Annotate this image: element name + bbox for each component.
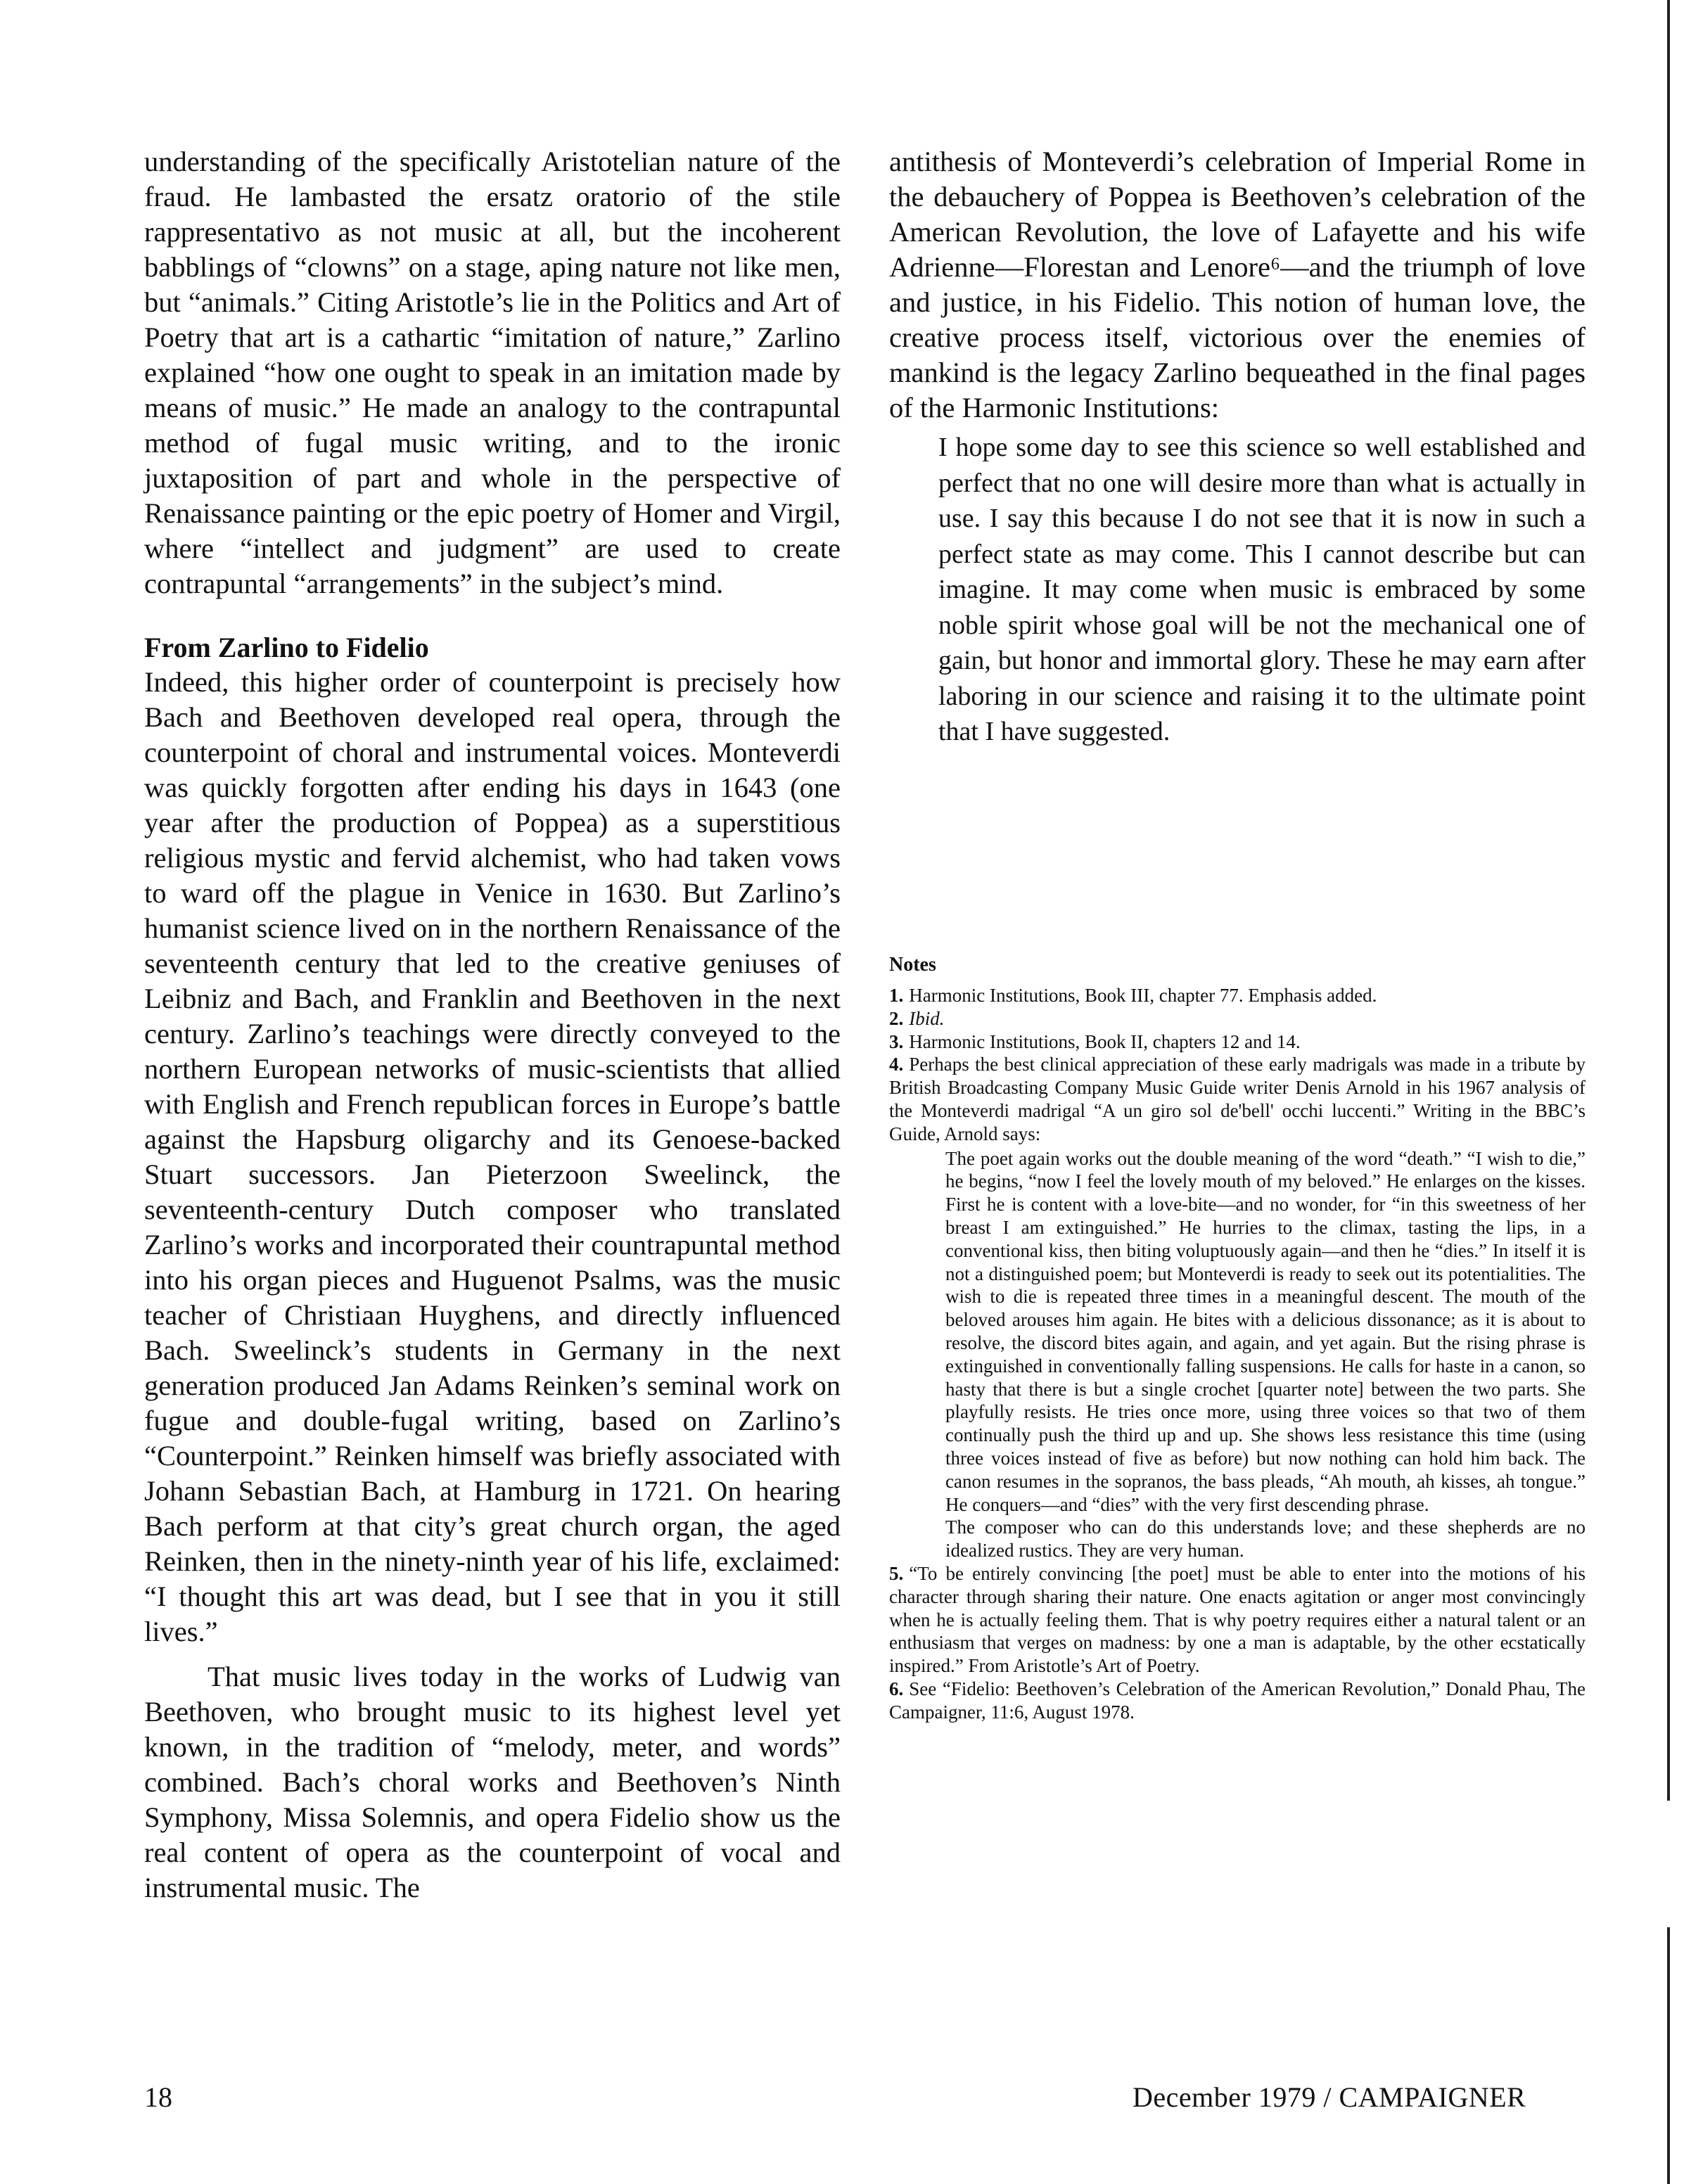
note-5-text: “To be entirely convincing [the poet] must be able to enter into the motions of his character through sharing their nature. One enacts agitation or anger most convincingly when he is actually feeling them. That is why poetry requires either a natural talent or an enthusiasm that verges on madness: by one a man is adaptable, by the other ecstatically inspired.” From Aristotle’s Art of Poetry. <box>889 1562 1586 1677</box>
right-column <box>889 144 1586 750</box>
left-paragraph-2: Indeed, this higher order of counterpoint is precisely how Bach and Beethoven developed real opera, through the counterpoint of choral and instrumental voices. Monteverdi was quickly forgotten after ending his days in 1643 (one year after the production of Poppea) as a superstitious religious mystic and fervid alchemist, who had taken vows to ward off the plague in Venice in 1630. But Zarlino’s humanist science lived on in the northern Renaissance of the seventeenth century that led to the creative geniuses of Leibniz and Bach, and Franklin and Beethoven in the next century. Zarlino’s teachings were directly conveyed to the northern European networks of music-scientists that allied with English and French republican forces in Europe’s battle against the Hapsburg oligarchy and its Genoese-backed Stuart successors. Jan Pieterzoon Sweelinck, the seventeenth-century Dutch composer who translated Zarlino’s works and incorporated their countrapuntal method into his organ pieces and Huguenot Psalms, was the music teacher of Christiaan Huyghens, and directly influenced Bach. Sweelinck’s students in Germany in the next generation produced Jan Adams Reinken’s seminal work on fugue and double-fugal writing, based on Zarlino’s “Counterpoint.” Reinken himself was briefly associated with Johann Sebastian Bach, at Hamburg in 1721. On hearing Bach perform at that city’s great church organ, the aged Reinken, then in the ninety-ninth year of his life, exclaimed: “I thought this art was dead, but I see that in you it still lives.” <box>144 666 841 1647</box>
note-4-quote-paragraph-1: The poet again works out the double meaning of the word “death.” “I wish to die,” he begins, “now I feel the lovely mouth of my beloved.” He enlarges on the kisses. First he is content with a love-bite—and no wonder, for “in this sweetness of her breast I am extinguished.” He hurries to the climax, tasting the lips, in a conventional kiss, then biting voluptuously again—and then he “dies.” In itself it is not a distinguished poem; but Monteverdi is ready to seek out its potentialities. The wish to die is repeated three times in a meaningful descent. The mouth of the beloved arouses him again. He bites with a delicious dissonance; as it is about to resolve, the discord bites again, and again, and yet again. But the rising phrase is extinguished in conventionally falling suspensions. He calls for haste in a canon, so hasty that there is but a single crochet [quarter note] between the two parts. She playfully resists. He tries once more, using three voices so that two of them continually push the third up and up. She shows less resistance this time (using three voices instead of five as before) but now nothing can hold him back. The canon resumes in the sopranos, the bass pleads, “Ah mouth, ah kisses, ah tongue.” He conquers—and “dies” with the very first descending phrase. <box>945 1147 1586 1515</box>
left-paragraph-1: understanding of the specifically Aristotelian nature of the fraud. He lambasted the ersatz oratorio of the stile rappresentativo as not music at all, but the incoherent babblings of “clowns” on a stage, aping nature not like men, but “animals.” Citing Aristotle’s lie in the Politics and Art of Poetry that art is a cathartic “imitation of nature,” Zarlino explained “how one ought to speak in an imitation made by means of music.” He made an analogy to the contrapuntal method of fugal music writing, and to the ironic juxtaposition of part and whole in the perspective of Renaissance painting or the epic poetry of Homer and Virgil, where “intellect and judgment” are used to create contrapuntal “arrangements” in the subject’s mind. <box>144 146 841 599</box>
note-2 <box>889 1007 1586 1030</box>
note-6-text: See “Fidelio: Beethoven’s Celebration of the American Revolution,” Donald Phau, The Campaigner, 11:6, August 1978. <box>889 1678 1586 1723</box>
note-3 <box>889 1030 1586 1054</box>
block-quote: I hope some day to see this science so well established and perfect that no one will desire more than what is actually in use. I say this because I do not see that it is now in such a perfect state as may come. This I cannot describe but can imagine. It may come when music is embraced by some noble spirit whose goal will be not the mechanical one of gain, but honor and immortal glory. These he may earn after laboring in our science and raising it to the ultimate point that I have suggested. <box>938 433 1586 746</box>
note-3-number: 3. <box>889 1030 904 1052</box>
issue-line: December 1979 / CAMPAIGNER <box>1133 2081 1526 2113</box>
notes-section <box>889 953 1586 1724</box>
note-3-text: Harmonic Institutions, Book II, chapters 12 and 14. <box>909 1030 1301 1052</box>
page-edge-gap <box>1666 1801 1671 1927</box>
note-4-text: Perhaps the best clinical appreciation of these early madrigals was made in a tribute by British Broadcasting Company Music Guide writer Denis Arnold in his 1967 analysis of the Monteverdi madrigal “A un giro sol de'bell' occhi luccenti.” Writing in the BBC’s Guide, Arnold says: <box>889 1054 1586 1144</box>
note-4 <box>889 1053 1586 1145</box>
section-heading: From Zarlino to Fidelio <box>144 632 429 663</box>
note-4-number: 4. <box>889 1054 904 1075</box>
note-1 <box>889 984 1586 1007</box>
note-1-number: 1. <box>889 985 904 1006</box>
note-2-text: Ibid. <box>909 1007 945 1029</box>
note-6 <box>889 1678 1586 1724</box>
note-4-quote-paragraph-2: The composer who can do this understands love; and these shepherds are no idealized rustics. They are very human. <box>945 1516 1586 1562</box>
left-paragraph-3: That music lives today in the works of Ludwig van Beethoven, who brought music to its highest level yet known, in the tradition of “melody, meter, and words” combined. Bach’s choral works and Beethoven’s Ninth Symphony, Missa Solemnis, and opera Fidelio show us the real content of opera as the counterpoint of vocal and instrumental music. The <box>144 1661 841 1903</box>
note-6-number: 6. <box>889 1678 904 1699</box>
notes-heading: Notes <box>889 954 936 976</box>
note-5 <box>889 1562 1586 1678</box>
left-column <box>144 144 841 1905</box>
note-2-number: 2. <box>889 1007 904 1029</box>
page-number: 18 <box>144 2081 172 2113</box>
note-4-quote <box>945 1147 1586 1562</box>
note-1-text: Harmonic Institutions, Book III, chapter 77. Emphasis added. <box>909 985 1377 1006</box>
right-paragraph-1: antithesis of Monteverdi’s celebration of Imperial Rome in the debauchery of Poppea is Beethoven’s celebration of the American Revolution, the love of Lafayette and his wife Adrienne—Florestan and Lenore⁶—and the triumph of love and justice, in his Fidelio. This notion of human love, the creative process itself, victorious over the enemies of mankind is the legacy Zarlino bequeathed in the final pages of the Harmonic Institutions: <box>889 146 1586 423</box>
note-5-number: 5. <box>889 1562 904 1584</box>
